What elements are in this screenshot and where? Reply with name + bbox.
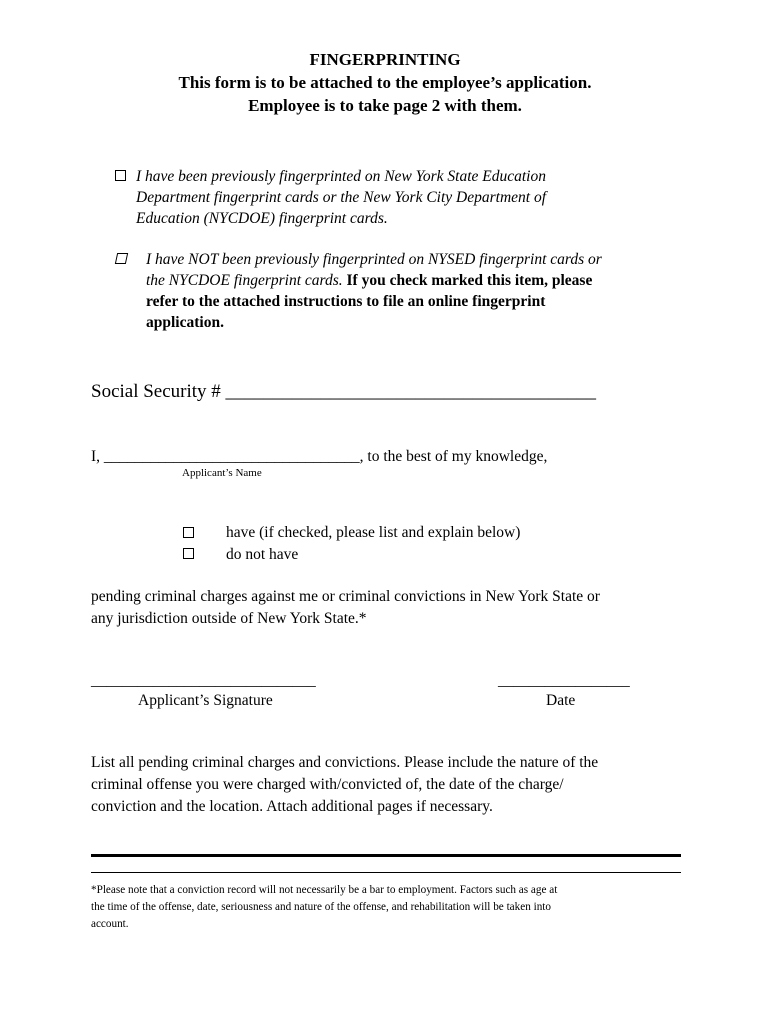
social-security-field[interactable]: Social Security # _______________________________________ (91, 381, 597, 402)
not-previously-fingerprinted-checkbox[interactable] (115, 253, 128, 264)
charges-answer-line[interactable] (91, 854, 681, 857)
applicant-name-field[interactable]: I, _________________________________, to the best of my knowledge, (91, 448, 548, 465)
date-label: Date (546, 692, 576, 709)
date-line[interactable]: _________________ (498, 672, 630, 689)
footnote: *Please note that a conviction record will not necessarily be a bar to employment. Factors such as age at the time of the offense, date, seriousness and nature of the offense, and rehabilitation will be taken into account. (91, 884, 558, 930)
form-subtitle: This form is to be attached to the employee’s application. (178, 73, 592, 92)
previously-fingerprinted-checkbox[interactable] (115, 170, 126, 181)
no-charges-checkbox[interactable] (183, 548, 194, 559)
footnote-divider (91, 872, 681, 873)
previously-fingerprinted-text: I have been previously fingerprinted on New York State Education Department fingerprint cards or the New York City Department of Education (NYCDOE) fingerprint cards. (136, 168, 547, 227)
have-charges-label: have (if checked, please list and explain below) (226, 524, 521, 541)
no-charges-label: do not have (226, 546, 299, 563)
form-instruction: Employee is to take page 2 with them. (248, 96, 522, 115)
form-title: FINGERPRINTING (309, 50, 461, 69)
not-previously-fingerprinted-text: I have NOT been previously fingerprinted on NYSED fingerprint cards or the NYCDOE fingerprint cards. If you check marked this item, please refer to the attached instructions to file an online fingerprint application. (146, 251, 602, 331)
list-instructions: List all pending criminal charges and convictions. Please include the nature of the criminal offense you were charged with/convicted of, the date of the charge/ conviction and the location. Attach additional pages if necessary. (91, 754, 599, 815)
charges-statement: pending criminal charges against me or criminal convictions in New York State or any jurisdiction outside of New York State.* (91, 588, 600, 627)
applicant-name-caption: Applicant’s Name (182, 467, 262, 479)
signature-label: Applicant’s Signature (138, 692, 273, 709)
signature-line[interactable]: _____________________________ (91, 672, 316, 689)
have-charges-checkbox[interactable] (183, 527, 194, 538)
